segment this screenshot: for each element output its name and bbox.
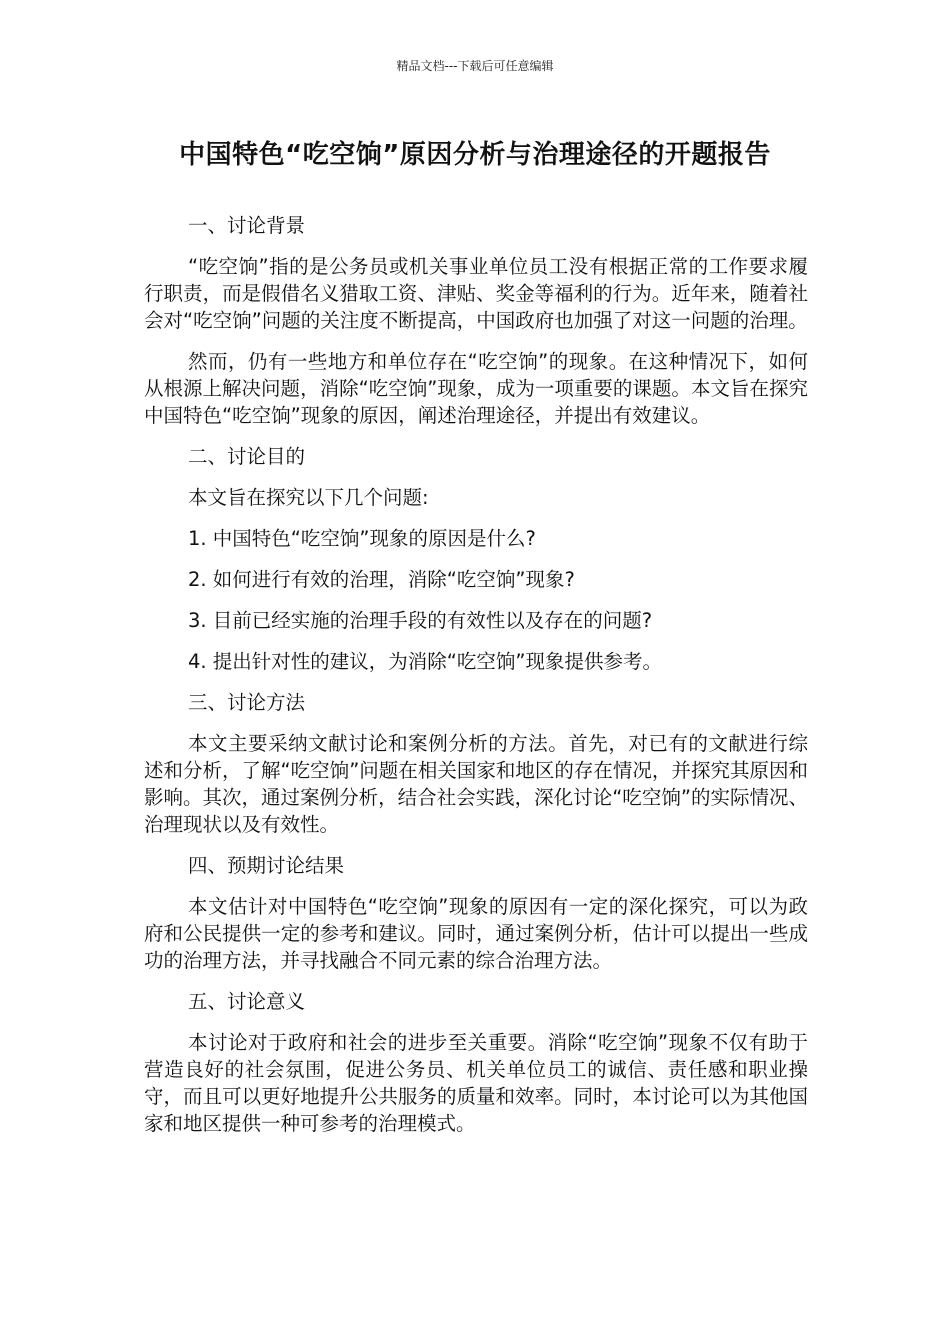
- section-heading-background: 一、讨论背景: [188, 214, 306, 237]
- document-body: [144, 212, 808, 1151]
- header-note: 精品文档---下载后可任意编辑: [396, 59, 554, 73]
- paragraph-method: 本文主要采纳文献讨论和案例分析的方法。首先，对已有的文献进行综述和分析，了解“吃空饷”问题在相关国家和地区的存在情况，并探究其原因和影响。其次，通过案例分析，结合社会实践，深化讨论“吃空饷”的实际情况、治理现状以及有效性。: [144, 732, 808, 836]
- section-heading-expected-results: 四、预期讨论结果: [188, 854, 345, 877]
- paragraph-expected-results: 本文估计对中国特色“吃空饷”现象的原因有一定的深化探究，可以为政府和公民提供一定的参考和建议。同时，通过案例分析，估计可以提出一些成功的治理方法，并寻找融合不同元素的综合治理方法。: [144, 895, 808, 972]
- section-heading-purpose: 二、讨论目的: [188, 445, 306, 468]
- paragraph-background-1: “吃空饷”指的是公务员或机关事业单位员工没有根据正常的工作要求履行职责，而是假借名义猎取工资、津贴、奖金等福利的行为。近年来，随着社会对“吃空饷”问题的关注度不断提高，中国政府也加强了对这一问题的治理。: [144, 255, 808, 332]
- list-item: 1. 中国特色“吃空饷”现象的原因是什么?: [188, 527, 536, 550]
- document-title: 中国特色“吃空饷”原因分析与治理途径的开题报告: [179, 140, 771, 170]
- section-heading-significance: 五、讨论意义: [188, 990, 306, 1013]
- list-item: 2. 如何进行有效的治理，消除“吃空饷”现象?: [188, 568, 575, 591]
- paragraph-significance: 本讨论对于政府和社会的进步至关重要。消除“吃空饷”现象不仅有助于营造良好的社会氛围，促进公务员、机关单位员工的诚信、责任感和职业操守，而且可以更好地提升公共服务的质量和效率。同时，本讨论可以为其他国家和地区提供一种可参考的治理模式。: [144, 1031, 808, 1135]
- paragraph-purpose-intro: 本文旨在探究以下几个问题:: [188, 486, 429, 509]
- section-heading-method: 三、讨论方法: [188, 691, 306, 714]
- paragraph-background-2: 然而，仍有一些地方和单位存在“吃空饷”的现象。在这种情况下，如何从根源上解决问题，消除“吃空饷”现象，成为一项重要的课题。本文旨在探究中国特色“吃空饷”现象的原因，阐述治理途径，并提出有效建议。: [144, 350, 808, 427]
- list-item: 4. 提出针对性的建议，为消除“吃空饷”现象提供参考。: [188, 650, 663, 673]
- list-item: 3. 目前已经实施的治理手段的有效性以及存在的问题?: [188, 609, 653, 632]
